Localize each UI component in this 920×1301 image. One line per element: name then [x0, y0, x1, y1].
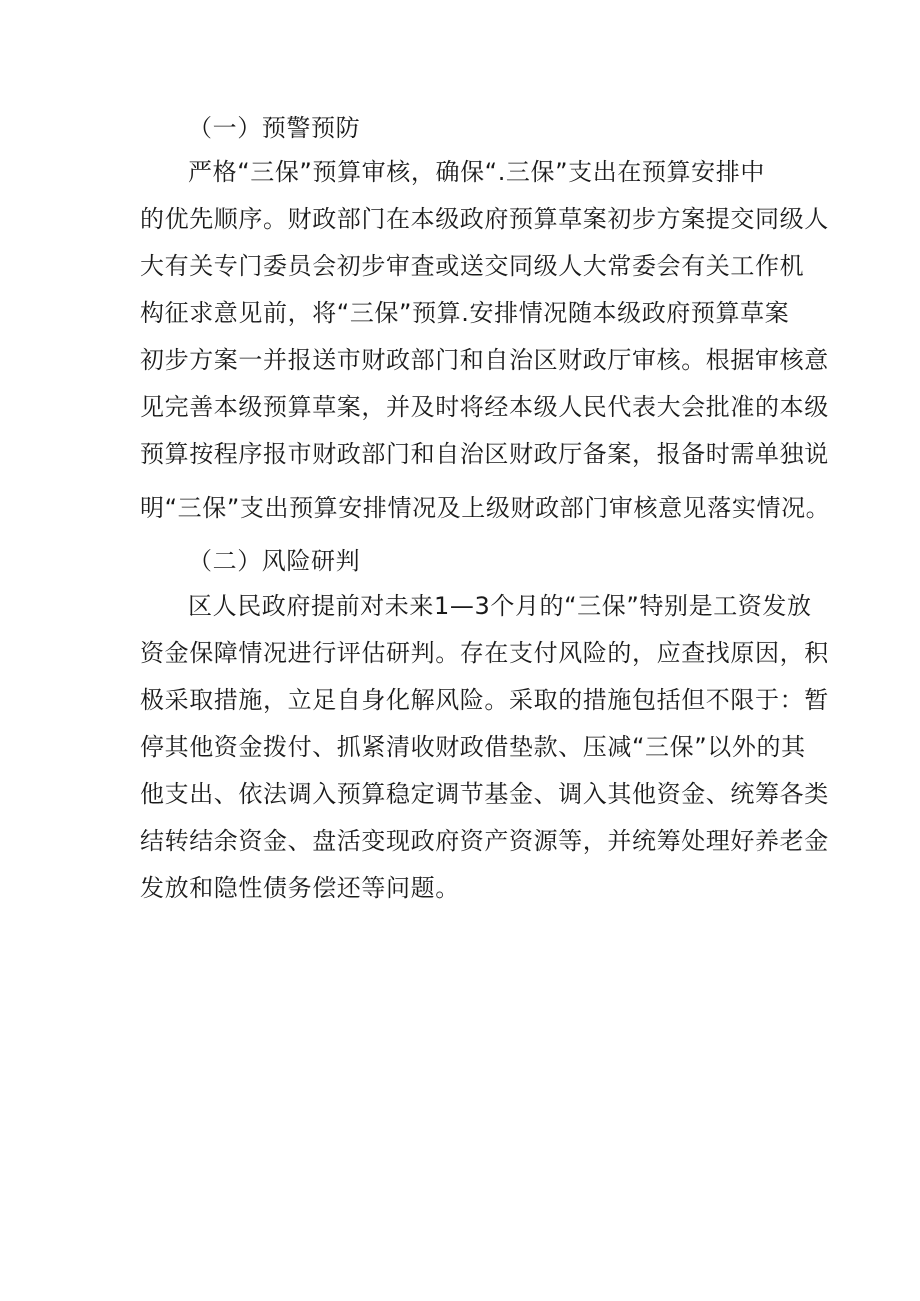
paragraph-line: 发放和隐性债务偿还等问题。 [140, 874, 460, 902]
paragraph-line: 明“三保”支出预算安排情况及上级财政部门审核意见落实情况。 [140, 494, 831, 522]
paragraph-line: 区人民政府提前对未来1—3个月的“三保”特别是工资发放 [188, 592, 812, 620]
paragraph-line: 极采取措施，立足自身化解风险。采取的措施包括但不限于：暂 [140, 686, 829, 714]
paragraph-line: 见完善本级预算草案，并及时将经本级人民代表大会批准的本级 [140, 393, 829, 421]
section-heading-risk-assessment: （二）风险研判 [188, 547, 361, 575]
paragraph-line: 预算按程序报市财政部门和自治区财政厅备案，报备时需单独说 [140, 440, 829, 468]
paragraph-line: 结转结余资金、盘活变现政府资产资源等，并统筹处理好养老金 [140, 827, 829, 855]
paragraph-line: 初步方案一并报送市财政部门和自治区财政厅审核。根据审核意 [140, 346, 829, 374]
paragraph-line: 停其他资金拨付、抓紧清收财政借垫款、压减“三保”以外的其 [140, 733, 806, 761]
paragraph-line: 资金保障情况进行评估研判。存在支付风险的，应查找原因，积 [140, 639, 829, 667]
paragraph-line: 构征求意见前，将“三保”预算.安排情况随本级政府预算草案 [140, 299, 790, 327]
paragraph-line: 的优先顺序。财政部门在本级政府预算草案初步方案提交同级人 [140, 205, 829, 233]
paragraph-line: 严格“三保”预算审核，确保“.三保”支出在预算安排中 [188, 158, 765, 186]
paragraph-line: 他支出、依法调入预算稳定调节基金、调入其他资金、统筹各类 [140, 780, 829, 808]
paragraph-line: 大有关专门委员会初步审査或送交同级人大常委会有关工作机 [140, 252, 805, 280]
section-heading-warning-prevention: （一）预警预防 [188, 114, 361, 142]
